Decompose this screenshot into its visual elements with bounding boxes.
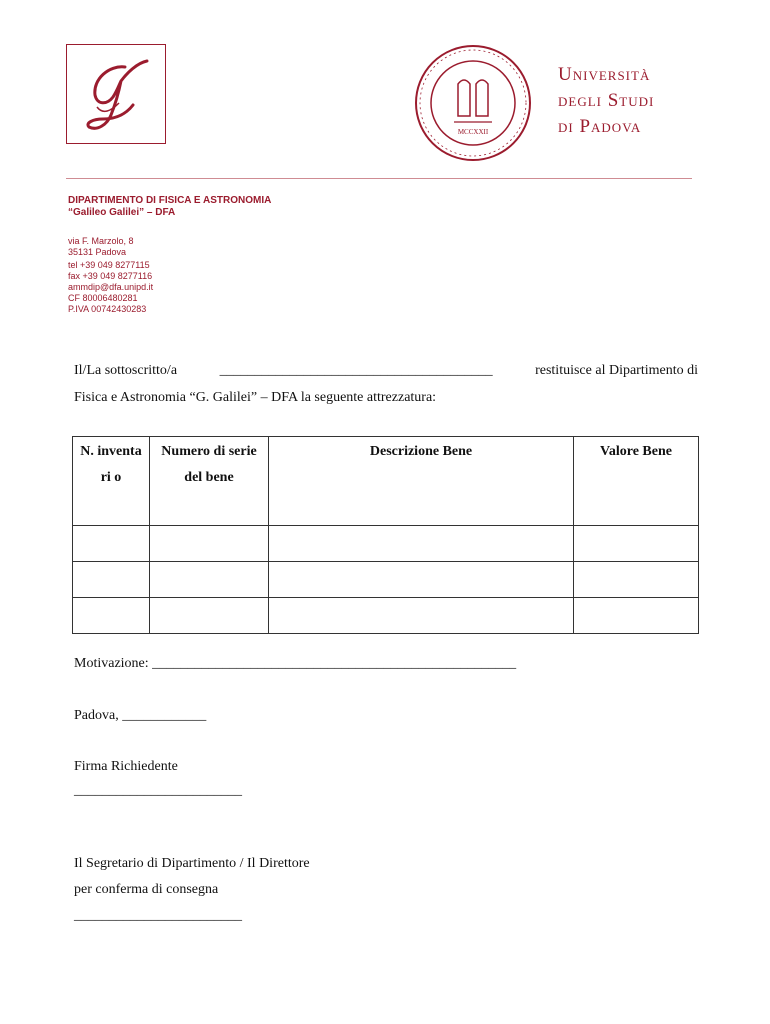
firma-richiedente-line[interactable]: ________________________	[74, 783, 242, 798]
col-header-numero-serie: Numero di serie del bene	[150, 437, 269, 526]
phone: tel +39 049 8277115	[68, 260, 150, 270]
table-cell[interactable]	[73, 598, 150, 634]
svg-text:MCCXXII: MCCXXII	[457, 128, 489, 136]
department-subname: “Galileo Galilei” – DFA	[68, 207, 176, 218]
header-divider	[66, 178, 692, 179]
table-cell[interactable]	[269, 598, 574, 634]
table-cell[interactable]	[269, 526, 574, 562]
table-cell[interactable]	[269, 562, 574, 598]
table-cell[interactable]	[150, 562, 269, 598]
segretario-signature-line[interactable]: ________________________	[74, 908, 242, 923]
name-blank[interactable]: _______________________________________	[219, 363, 493, 378]
department-name: DIPARTIMENTO DI FISICA E ASTRONOMIA	[68, 195, 272, 206]
table-cell[interactable]	[574, 562, 699, 598]
col-header-valore: Valore Bene	[574, 437, 699, 526]
fax: fax +39 049 8277116	[68, 271, 153, 281]
intro-line-1	[74, 363, 698, 379]
intro-text-start: Il/La sottoscritto/a	[74, 363, 178, 378]
col-header-descrizione: Descrizione Bene	[269, 437, 574, 526]
codice-fiscale: CF 80006480281	[68, 293, 138, 303]
motivazione-field[interactable]: Motivazione: ____________________________________________________	[74, 656, 517, 671]
department-logo	[66, 44, 166, 144]
table-cell[interactable]	[150, 598, 269, 634]
conferma-consegna-label: per conferma di consegna	[74, 882, 219, 897]
equipment-table	[72, 436, 699, 634]
email: ammdip@dfa.unipd.it	[68, 282, 154, 292]
table-cell[interactable]	[73, 526, 150, 562]
intro-text-end: restituisce al Dipartimento di	[535, 363, 698, 378]
address-street: via F. Marzolo, 8	[68, 236, 134, 246]
segretario-label: Il Segretario di Dipartimento / Il Direttore	[74, 856, 310, 871]
table-row	[73, 598, 699, 634]
intro-line-2: Fisica e Astronomia “G. Galilei” – DFA la seguente attrezzatura:	[74, 390, 437, 405]
table-row	[73, 526, 699, 562]
table-cell[interactable]	[574, 526, 699, 562]
university-name-line-2: degli Studi	[558, 90, 655, 111]
col-header-inventario: N. inventari o	[73, 437, 150, 526]
table-row	[73, 562, 699, 598]
table-cell[interactable]	[73, 562, 150, 598]
university-seal	[414, 44, 532, 162]
table-cell[interactable]	[150, 526, 269, 562]
university-name-line-3: di Padova	[558, 116, 642, 137]
university-name-line-1: Università	[558, 64, 651, 85]
table-cell[interactable]	[574, 598, 699, 634]
table-header-row	[73, 437, 699, 526]
padova-date-field[interactable]: Padova, ____________	[74, 708, 207, 723]
firma-richiedente-label: Firma Richiedente	[74, 759, 178, 774]
address-city: 35131 Padova	[68, 247, 127, 257]
partita-iva: P.IVA 00742430283	[68, 304, 147, 314]
